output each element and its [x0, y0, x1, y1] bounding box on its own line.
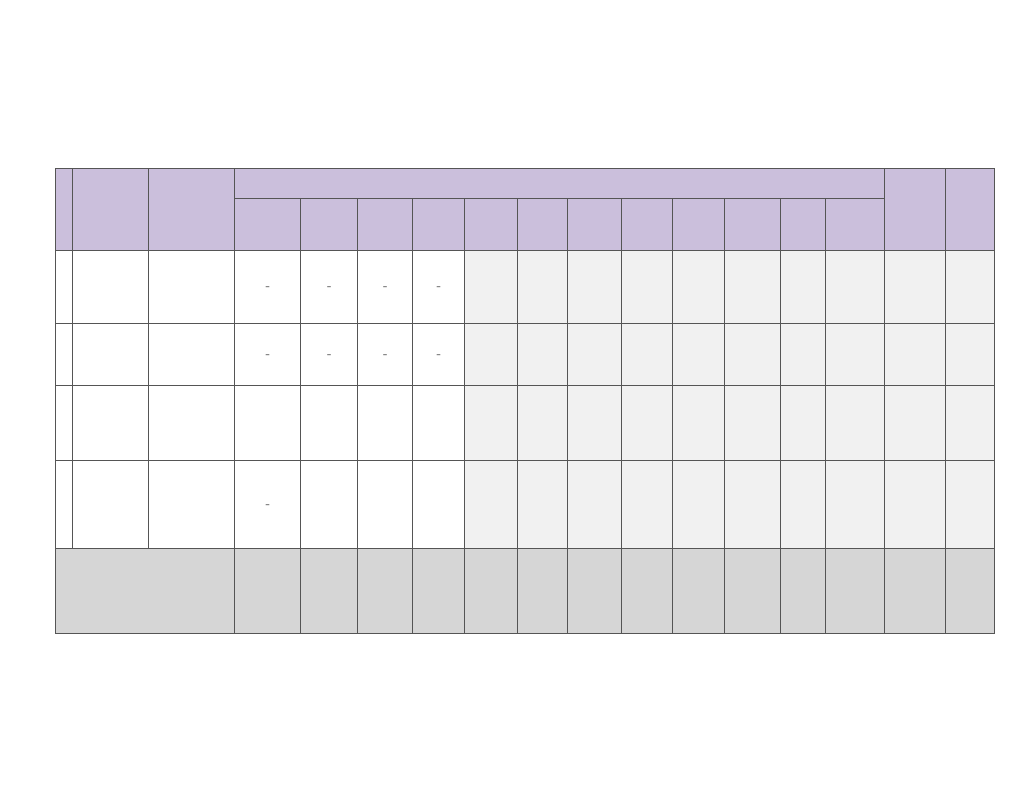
month-header: [826, 199, 885, 251]
row-value: [235, 386, 301, 461]
empty-cell: [946, 386, 995, 461]
empty-cell: [465, 461, 518, 549]
empty-cell: [568, 251, 622, 324]
month-header: [301, 199, 358, 251]
empty-cell: [781, 461, 826, 549]
empty-cell: [673, 386, 725, 461]
empty-cell: [725, 549, 781, 634]
row-value: [413, 461, 465, 549]
empty-cell: [781, 386, 826, 461]
row-value: –: [413, 324, 465, 386]
row-type: [149, 386, 235, 461]
empty-cell: [622, 386, 673, 461]
empty-cell: [518, 386, 568, 461]
empty-cell: [622, 251, 673, 324]
row-value: –: [301, 251, 358, 324]
row-value: –: [413, 251, 465, 324]
empty-cell: [885, 251, 946, 324]
row-number: [56, 251, 73, 324]
empty-cell: [781, 251, 826, 324]
month-header: [413, 199, 465, 251]
production-table: [55, 168, 995, 634]
row-value: [301, 386, 358, 461]
empty-cell: [673, 251, 725, 324]
row-value: –: [235, 251, 301, 324]
row-number: [56, 324, 73, 386]
empty-cell: [781, 324, 826, 386]
month-header: [622, 199, 673, 251]
month-header: [781, 199, 826, 251]
row-region: [73, 251, 149, 324]
empty-cell: [725, 251, 781, 324]
month-header: [235, 199, 301, 251]
row-number: [56, 461, 73, 549]
total-value: [301, 549, 358, 634]
row-type: [149, 461, 235, 549]
empty-cell: [465, 386, 518, 461]
empty-cell: [826, 251, 885, 324]
month-header: [673, 199, 725, 251]
row-region: [73, 461, 149, 549]
empty-cell: [826, 324, 885, 386]
total-value: [235, 549, 301, 634]
empty-cell: [725, 386, 781, 461]
empty-cell: [622, 324, 673, 386]
empty-cell: [946, 461, 995, 549]
row-value: –: [235, 324, 301, 386]
empty-cell: [673, 461, 725, 549]
row-value: –: [358, 251, 413, 324]
empty-cell: [885, 549, 946, 634]
table-row: [56, 324, 995, 386]
row-value: –: [235, 461, 301, 549]
row-value: –: [301, 324, 358, 386]
total-row: [56, 549, 995, 634]
row-region: [73, 324, 149, 386]
empty-cell: [946, 251, 995, 324]
empty-cell: [465, 251, 518, 324]
col-no: [56, 169, 73, 251]
empty-cell: [725, 324, 781, 386]
row-number: [56, 386, 73, 461]
empty-cell: [885, 461, 946, 549]
empty-cell: [465, 549, 518, 634]
empty-cell: [826, 549, 885, 634]
row-value: [358, 386, 413, 461]
empty-cell: [885, 386, 946, 461]
empty-cell: [781, 549, 826, 634]
month-header: [518, 199, 568, 251]
row-region: [73, 386, 149, 461]
month-header: [725, 199, 781, 251]
empty-cell: [673, 324, 725, 386]
empty-cell: [885, 324, 946, 386]
empty-cell: [568, 549, 622, 634]
row-type: [149, 324, 235, 386]
total-label: [56, 549, 235, 634]
month-header: [568, 199, 622, 251]
empty-cell: [826, 461, 885, 549]
empty-cell: [568, 324, 622, 386]
col-type: [149, 169, 235, 251]
total-value: [358, 549, 413, 634]
table-row: [56, 461, 995, 549]
col-total: [885, 169, 946, 251]
row-value: [413, 386, 465, 461]
empty-cell: [946, 549, 995, 634]
row-value: [358, 461, 413, 549]
empty-cell: [673, 549, 725, 634]
col-monthly-group: [235, 169, 885, 199]
table-row: [56, 251, 995, 324]
empty-cell: [622, 461, 673, 549]
month-header: [465, 199, 518, 251]
empty-cell: [725, 461, 781, 549]
row-value: [301, 461, 358, 549]
col-remarks: [946, 169, 995, 251]
header-row: [56, 169, 995, 199]
empty-cell: [568, 461, 622, 549]
empty-cell: [946, 324, 995, 386]
empty-cell: [518, 251, 568, 324]
empty-cell: [518, 549, 568, 634]
empty-cell: [518, 461, 568, 549]
col-region: [73, 169, 149, 251]
empty-cell: [518, 324, 568, 386]
empty-cell: [465, 324, 518, 386]
empty-cell: [622, 549, 673, 634]
row-value: –: [358, 324, 413, 386]
total-value: [413, 549, 465, 634]
month-header: [358, 199, 413, 251]
empty-cell: [568, 386, 622, 461]
row-type: [149, 251, 235, 324]
empty-cell: [826, 386, 885, 461]
table-row: [56, 386, 995, 461]
